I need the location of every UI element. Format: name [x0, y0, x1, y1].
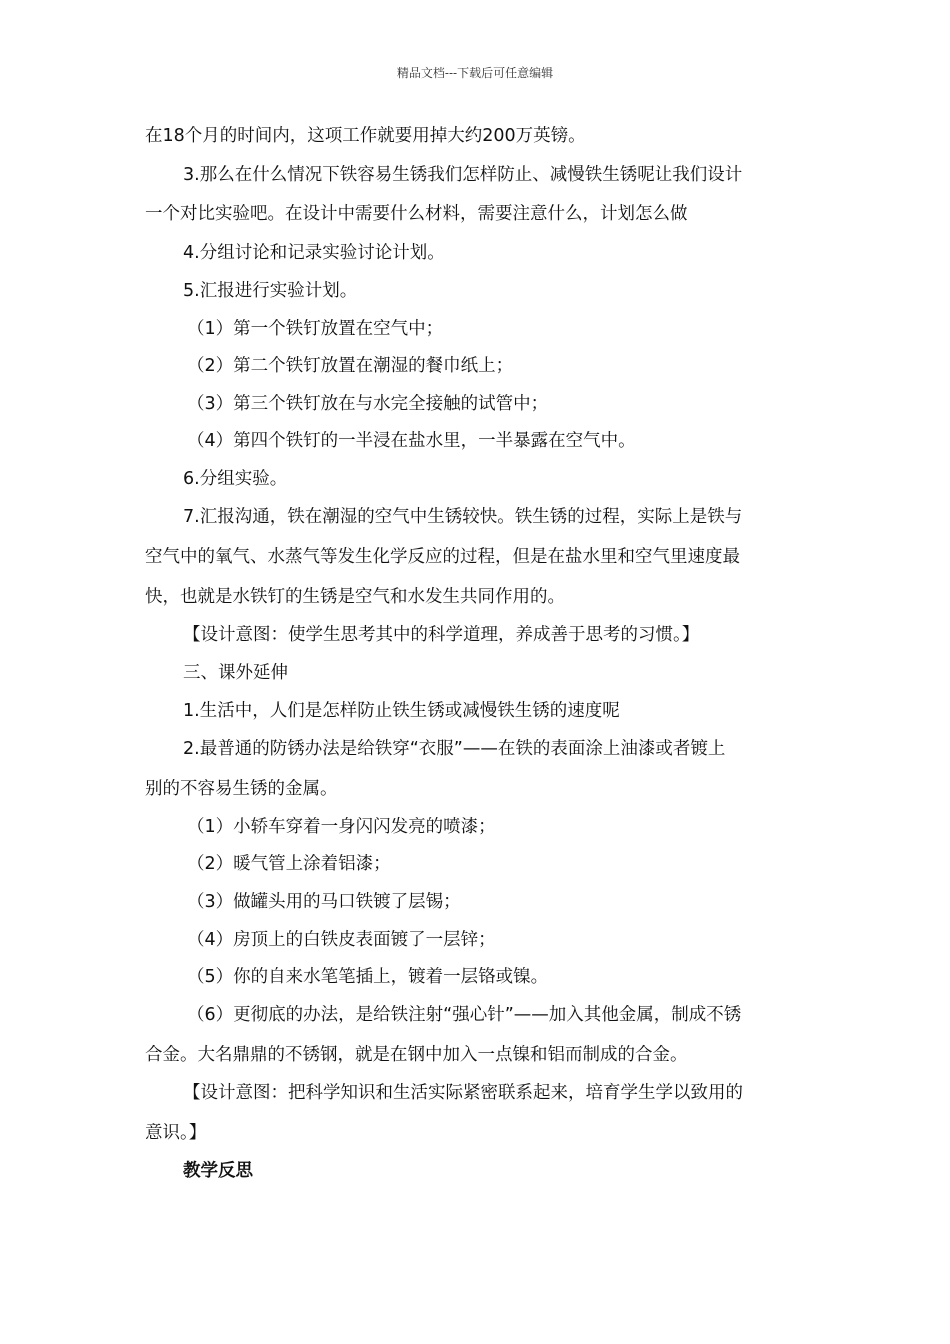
paragraph-line: 5.汇报进行实验计划。: [183, 281, 358, 301]
list-item: （6）更彻底的办法，是给铁注射“强心针”——加入其他金属，制成不锈: [187, 1005, 742, 1025]
section-heading: 教学反思: [183, 1161, 253, 1181]
section-heading: 三、课外延伸: [183, 663, 288, 683]
design-intent-note: 【设计意图：把科学知识和生活实际紧密联系起来，培育学生学以致用的: [183, 1083, 743, 1103]
list-item: （3）第三个铁钉放在与水完全接触的试管中；: [187, 394, 549, 414]
paragraph-line: 一个对比实验吧。在设计中需要什么材料，需要注意什么，计划怎么做: [145, 204, 688, 224]
design-intent-note: 【设计意图：使学生思考其中的科学道理，养成善于思考的习惯。】: [183, 625, 700, 645]
list-item: （5）你的自来水笔笔插上，镀着一层铬或镍。: [187, 967, 549, 987]
paragraph-line: 4.分组讨论和记录实验讨论计划。: [183, 243, 445, 263]
list-item: （1）小轿车穿着一身闪闪发亮的喷漆；: [187, 817, 496, 837]
paragraph-line: 空气中的氧气、水蒸气等发生化学反应的过程，但是在盐水里和空气里速度最: [145, 547, 740, 567]
paragraph-line: 合金。大名鼎鼎的不锈钢，就是在钢中加入一点镍和铝而制成的合金。: [145, 1045, 688, 1065]
list-item: （4）房顶上的白铁皮表面镀了一层锌；: [187, 930, 496, 950]
paragraph-line: 3.那么在什么情况下铁容易生锈我们怎样防止、减慢铁生锈呢让我们设计: [183, 165, 743, 185]
paragraph-line: 6.分组实验。: [183, 469, 288, 489]
paragraph-line: 快，也就是水铁钉的生锈是空气和水发生共同作用的。: [145, 587, 565, 607]
paragraph-line: 2.最普通的防锈办法是给铁穿“衣服”——在铁的表面涂上油漆或者镀上: [183, 739, 726, 759]
list-item: （2）暖气管上涂着铝漆；: [187, 854, 391, 874]
paragraph-line: 在18个月的时间内，这项工作就要用掉大约200万英镑。: [145, 126, 586, 146]
paragraph-line: 7.汇报沟通，铁在潮湿的空气中生锈较快。铁生锈的过程，实际上是铁与: [183, 507, 743, 527]
paragraph-line: 意识。】: [145, 1123, 207, 1143]
page-header: 精品文档---下载后可任意编辑: [396, 66, 554, 80]
list-item: （1）第一个铁钉放置在空气中；: [187, 319, 444, 339]
paragraph-line: 1.生活中，人们是怎样防止铁生锈或减慢铁生锈的速度呢: [183, 701, 620, 721]
list-item: （3）做罐头用的马口铁镀了层锡；: [187, 892, 461, 912]
list-item: （4）第四个铁钉的一半浸在盐水里，一半暴露在空气中。: [187, 431, 636, 451]
paragraph-line: 别的不容易生锈的金属。: [145, 779, 338, 799]
list-item: （2）第二个铁钉放置在潮湿的餐巾纸上；: [187, 356, 514, 376]
